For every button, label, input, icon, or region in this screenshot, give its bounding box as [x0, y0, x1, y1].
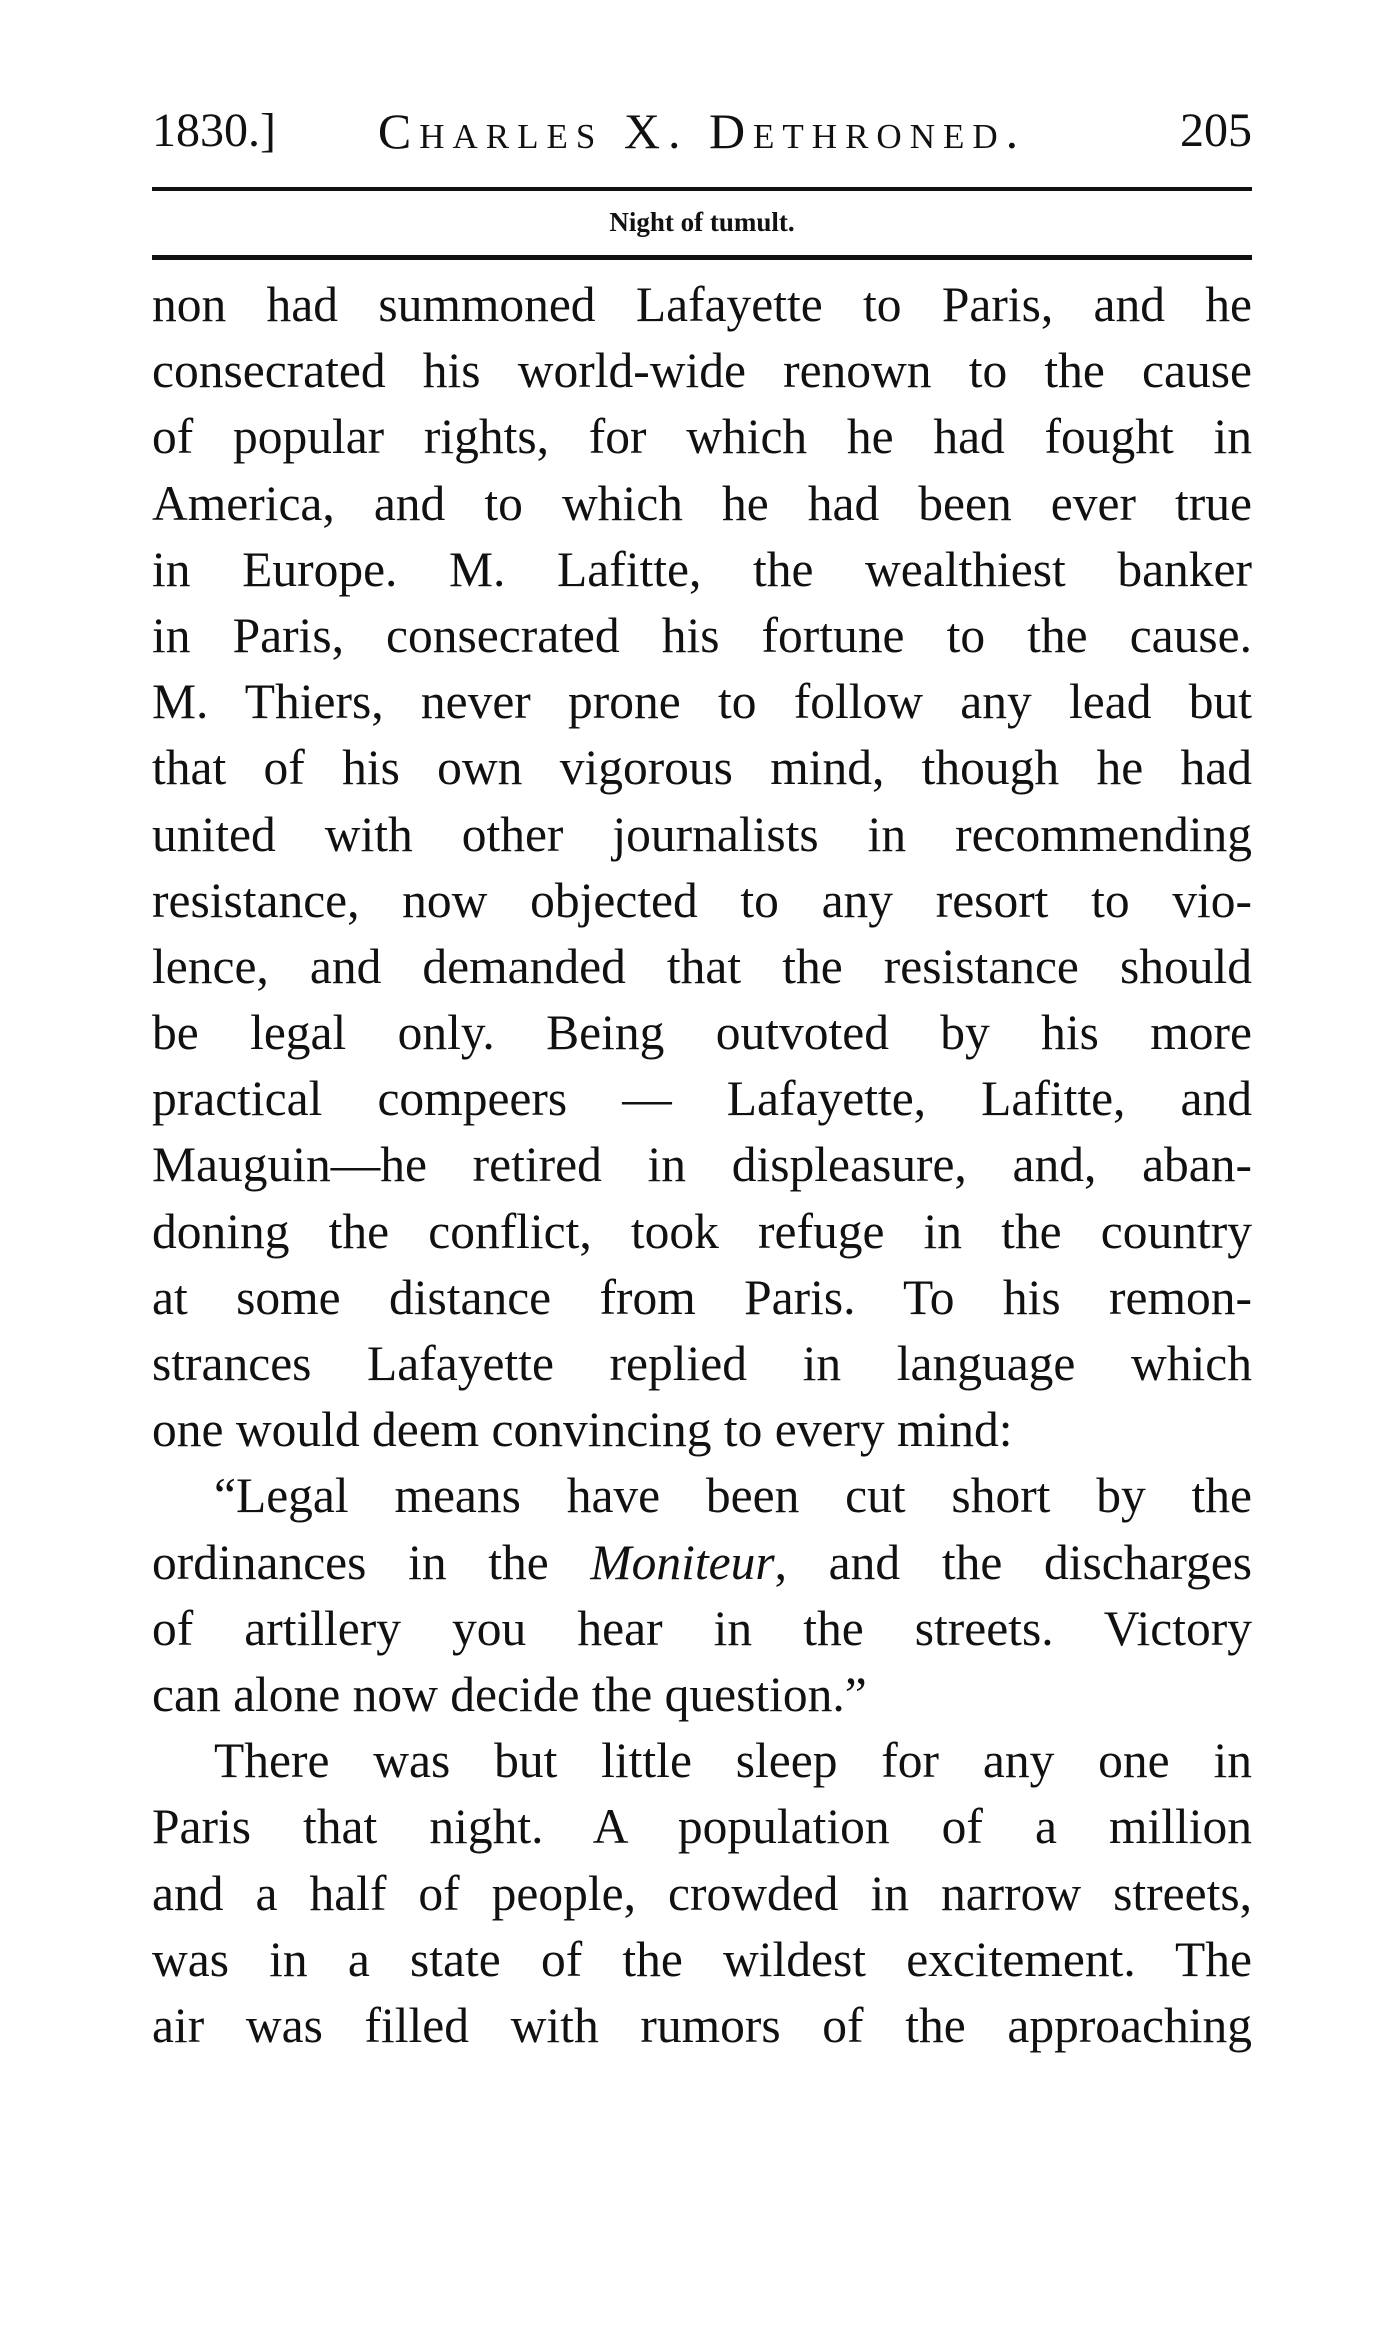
text-line	[152, 1530, 1252, 1596]
text-line: non had summoned Lafayette to Paris, and he	[152, 277, 1252, 332]
text-line: and a half of people, crowded in narrow streets,	[152, 1865, 1252, 1921]
body-text	[152, 272, 1252, 2059]
text-line: There was but little sleep for any one in	[214, 1733, 1252, 1789]
header-title: Charles X. Dethroned.	[377, 103, 1027, 159]
text-line: consecrated his world-wide renown to the cause	[152, 343, 1252, 399]
text-line: practical compeers — Lafayette, Lafitte, and	[152, 1071, 1252, 1127]
text-line: that of his own vigorous mind, though he had	[152, 740, 1252, 796]
text-line: “Legal means have been cut short by the	[214, 1468, 1252, 1524]
running-header	[152, 96, 1252, 166]
text-line: can alone now decide the question.”	[152, 1666, 867, 1722]
text-line: lence, and demanded that the resistance should	[152, 938, 1252, 994]
text-line: resistance, now objected to any resort to vio-	[152, 872, 1252, 928]
text-line: united with other journalists in recommending	[152, 806, 1252, 862]
header-rule-bottom	[152, 255, 1252, 260]
header-rule-top	[152, 187, 1252, 191]
text-line: M. Thiers, never prone to follow any lead but	[152, 674, 1252, 730]
text-line: Paris that night. A population of a million	[152, 1799, 1252, 1855]
page-number: 205	[1180, 104, 1252, 157]
text-line: doning the conflict, took refuge in the country	[152, 1203, 1252, 1259]
header-year: 1830.]	[152, 104, 276, 157]
text-line: in Europe. M. Lafitte, the wealthiest banker	[152, 541, 1252, 597]
text-line: one would deem convincing to every mind:	[152, 1402, 1013, 1458]
text-line: America, and to which he had been ever true	[152, 475, 1252, 531]
text-line: at some distance from Paris. To his remon-	[152, 1269, 1252, 1325]
section-subheading: Night of tumult.	[609, 207, 795, 237]
text-line: of popular rights, for which he had fought in	[152, 409, 1252, 465]
paragraph-3	[152, 1728, 1252, 2059]
text-line: was in a state of the wildest excitement. The	[152, 1931, 1252, 1987]
text-run: , and the discharges	[774, 1534, 1252, 1590]
quotation-paragraph	[152, 1463, 1252, 1728]
text-run: ordinances in the	[152, 1534, 591, 1590]
paragraph-1	[152, 272, 1252, 1463]
text-line: in Paris, consecrated his fortune to the cause.	[152, 607, 1252, 663]
text-line: air was filled with rumors of the approaching	[152, 1997, 1252, 2053]
text-line: strances Lafayette replied in language which	[152, 1336, 1252, 1391]
text-line: of artillery you hear in the streets. Victory	[152, 1600, 1252, 1656]
italic-newspaper-title: Moniteur	[590, 1534, 775, 1590]
text-line: Mauguin—he retired in displeasure, and, aban-	[152, 1137, 1252, 1193]
text-line: be legal only. Being outvoted by his more	[152, 1005, 1252, 1061]
